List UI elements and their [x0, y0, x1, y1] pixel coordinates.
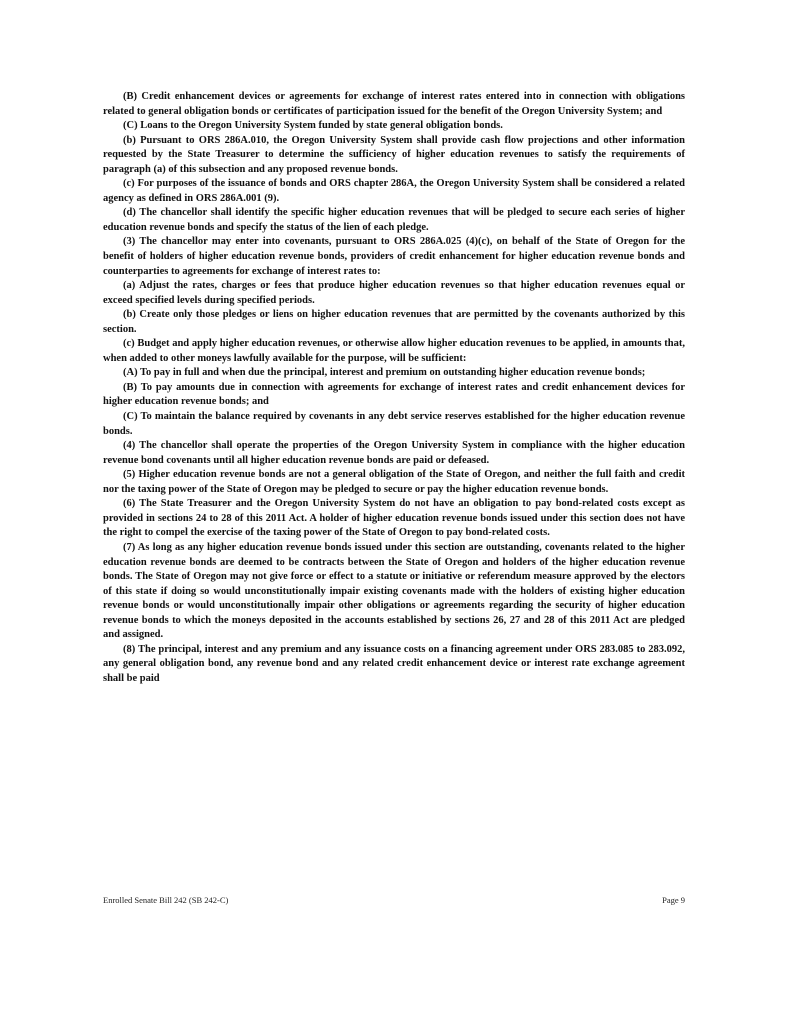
paragraph: (5) Higher education revenue bonds are not a general obligation of the State of Oregon, and neither the full faith and credit nor the taxing power of the State of Oregon may be pledged to secure or pay the higher education revenue bonds.	[103, 469, 685, 495]
paragraph: (4) The chancellor shall operate the properties of the Oregon University System in compliance with the higher education revenue bond covenants until all higher education revenue bonds are paid or defeased.	[103, 440, 685, 466]
paragraph: (6) The State Treasurer and the Oregon University System do not have an obligation to pay bond-related costs except as provided in sections 24 to 28 of this 2011 Act. A holder of higher education revenue bonds issued under this section does not have the right to compel the exercise of the taxing power of the State of Oregon to pay bond-related costs.	[103, 498, 685, 539]
document-body	[103, 90, 685, 686]
paragraph: (A) To pay in full and when due the principal, interest and premium on outstanding higher education revenue bonds;	[123, 367, 646, 379]
page-footer	[103, 895, 685, 905]
paragraph: (b) Create only those pledges or liens on higher education revenues that are permitted by the covenants authorized by this section.	[103, 309, 685, 335]
paragraph: (c) Budget and apply higher education revenues, or otherwise allow higher education revenues to be applied, in amounts that, when added to other moneys lawfully available for the purpose, will be sufficient:	[103, 338, 685, 364]
paragraph: (3) The chancellor may enter into covenants, pursuant to ORS 286A.025 (4)(c), on behalf of the State of Oregon for the benefit of holders of higher education revenue bonds, providers of credit enhancement for higher education revenue bonds and counterparties to agreements for exchange of interest rates to:	[103, 236, 685, 277]
paragraph: (c) For purposes of the issuance of bonds and ORS chapter 286A, the Oregon University System shall be considered a related agency as defined in ORS 286A.001 (9).	[103, 178, 685, 204]
bill-identifier: Enrolled Senate Bill 242 (SB 242-C)	[103, 895, 229, 905]
paragraph: (d) The chancellor shall identify the specific higher education revenues that will be pledged to secure each series of higher education revenue bonds and specify the status of the lien of each pledge.	[103, 207, 685, 233]
paragraph: (B) To pay amounts due in connection with agreements for exchange of interest rates and credit enhancement devices for higher education revenue bonds; and	[103, 381, 685, 408]
paragraph: (7) As long as any higher education revenue bonds issued under this section are outstanding, covenants related to the higher education revenue bonds are deemed to be contracts between the State of Oregon and holders of the higher education revenue bonds. The State of Oregon may not give force or effect to a statute or initiative or referendum measure approved by the electors of this state if doing so would unconstitutionally impair existing covenants made with the holders of existing higher education revenue bonds or would unconstitutionally impair other obligations or agreements regarding the security of higher education revenue bonds to which the moneys deposited in the accounts established by sections 26, 27 and 28 of this 2011 Act are pledged and assigned.	[103, 541, 685, 641]
paragraph: (B) Credit enhancement devices or agreements for exchange of interest rates entered into in connection with obligations related to general obligation bonds or certificates of participation issued for the benefit of the Oregon University System; and	[103, 91, 685, 117]
paragraph: (C) To maintain the balance required by covenants in any debt service reserves established for the higher education revenue bonds.	[103, 411, 685, 437]
paragraph: (a) Adjust the rates, charges or fees that produce higher education revenues so that higher education revenues equal or exceed specified levels during specified periods.	[103, 280, 685, 306]
paragraph: (C) Loans to the Oregon University System funded by state general obligation bonds.	[123, 120, 503, 132]
paragraph: (8) The principal, interest and any premium and any issuance costs on a financing agreement under ORS 283.085 to 283.092, any general obligation bond, any revenue bond and any related credit enhancement device or interest rate exchange agreement shall be paid	[103, 643, 685, 684]
paragraph: (b) Pursuant to ORS 286A.010, the Oregon University System shall provide cash flow projections and other information requested by the State Treasurer to determine the sufficiency of higher education revenues to satisfy the requirements of paragraph (a) of this subsection and any proposed revenue bonds.	[103, 134, 685, 175]
page-number: Page 9	[662, 895, 685, 905]
